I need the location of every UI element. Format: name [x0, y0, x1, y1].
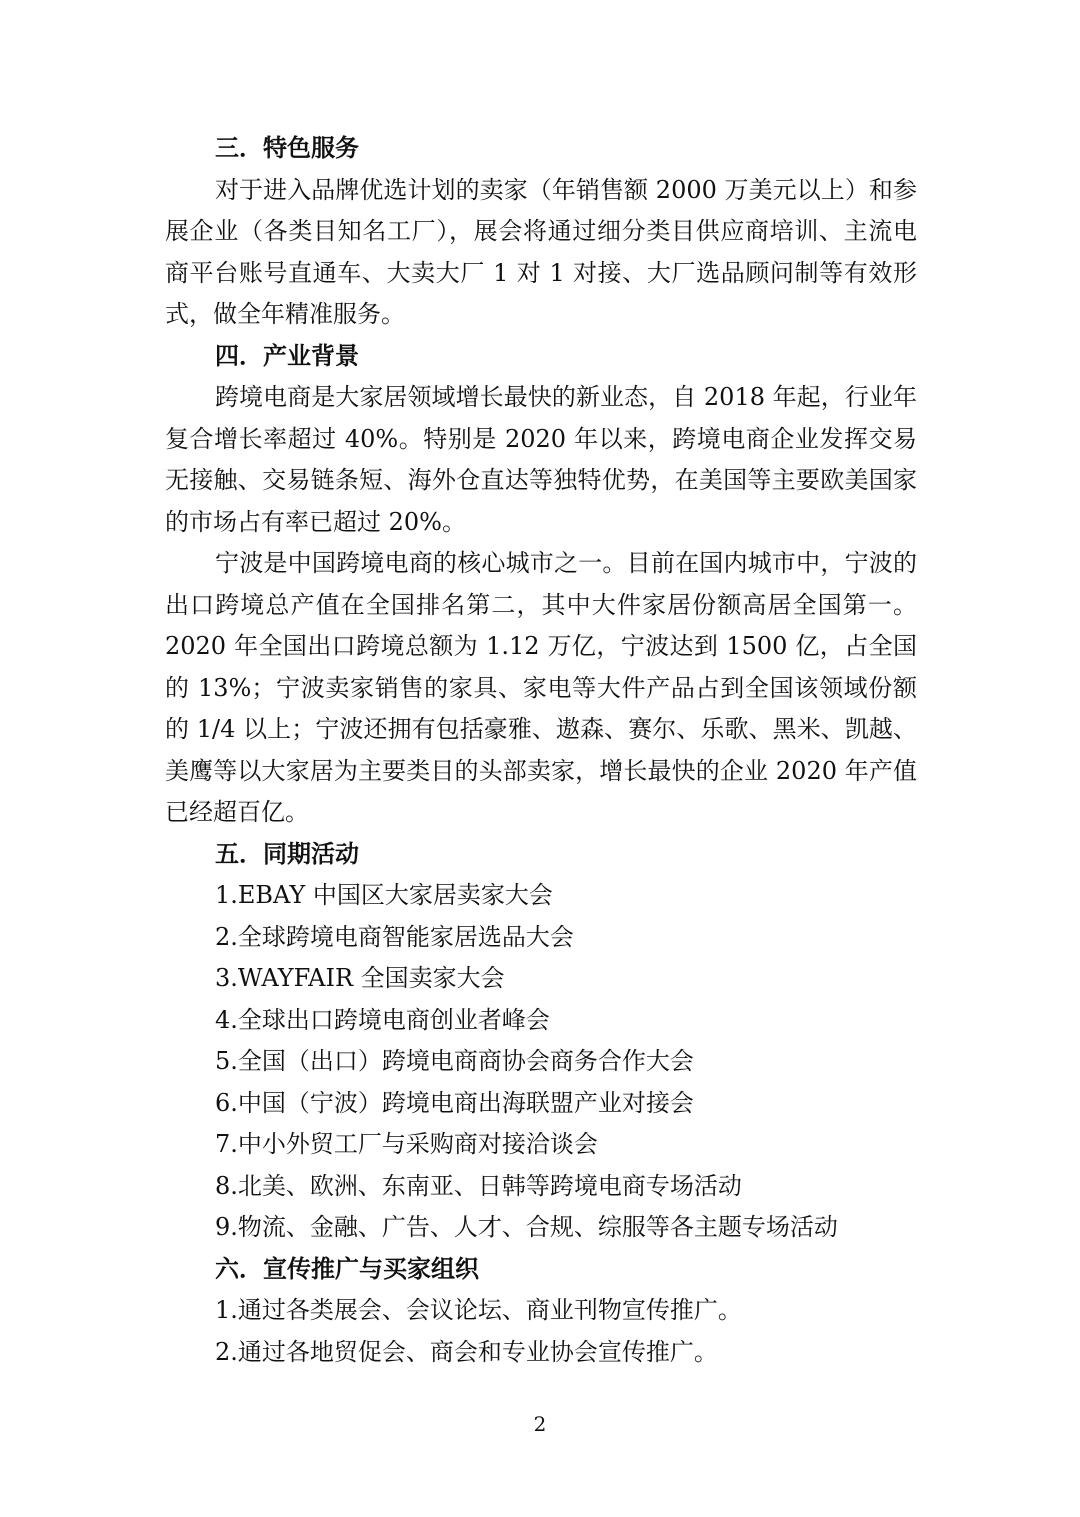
list-item: 2.全球跨境电商智能家居选品大会	[215, 922, 574, 951]
list-item: 7.中小外贸工厂与采购商对接洽谈会	[215, 1130, 598, 1158]
list-item: 9.物流、金融、广告、人才、合规、综服等各主题专场活动	[215, 1213, 838, 1241]
list-item: 3.WAYFAIR 全国卖家大会	[215, 964, 505, 992]
promotion-list	[165, 1290, 917, 1373]
section-heading-special-services: 三．特色服务	[215, 134, 359, 162]
paragraph-special-services: 对于进入品牌优选计划的卖家（年销售额 2000 万美元以上）和参展企业（各类目知名工厂），展会将通过细分类目供应商培训、主流电商平台账号直通车、大卖大厂 1 对 1 对接、大厂选品顾问制等有效形式，做全年精准服务。	[165, 175, 917, 328]
list-item: 1.EBAY 中国区大家居卖家大会	[215, 881, 553, 909]
section-heading-industry-background: 四．产业背景	[215, 341, 359, 370]
section-heading-concurrent-events: 五．同期活动	[215, 839, 359, 868]
paragraph-industry-growth: 跨境电商是大家居领域增长最快的新业态，自 2018 年起，行业年复合增长率超过 40%。特别是 2020 年以来，跨境电商企业发挥交易无接触、交易链条短、海外仓直达等独特优势，在美国等主要欧美国家的市场占有率已超过 20%。	[165, 383, 917, 536]
list-item: 1.通过各类展会、会议论坛、商业刊物宣传推广。	[215, 1296, 742, 1324]
section-heading-promotion: 六．宣传推广与买家组织	[215, 1254, 479, 1283]
page-number: 2	[533, 1412, 547, 1436]
list-item: 4.全球出口跨境电商创业者峰会	[215, 1005, 550, 1034]
list-item: 6.中国（宁波）跨境电商出海联盟产业对接会	[215, 1088, 694, 1117]
concurrent-events-list	[165, 875, 917, 1249]
list-item: 5.全国（出口）跨境电商商协会商务合作大会	[215, 1047, 694, 1075]
paragraph-ningbo: 宁波是中国跨境电商的核心城市之一。目前在国内城市中，宁波的出口跨境总产值在全国排名第二，其中大件家居份额高居全国第一。2020 年全国出口跨境总额为 1.12 万亿，宁波达到 1500 亿，占全国的 13%；宁波卖家销售的家具、家电等大件产品占到全国该领域份额的 1/4 以上；宁波还拥有包括豪雅、遨森、赛尔、乐歌、黑米、凯越、美鹰等以大家居为主要类目的头部卖家，增长最快的企业 2020 年产值已经超百亿。	[165, 549, 917, 826]
list-item: 2.通过各地贸促会、商会和专业协会宣传推广。	[215, 1337, 718, 1366]
document-body	[165, 128, 917, 1373]
list-item: 8.北美、欧洲、东南亚、日韩等跨境电商专场活动	[215, 1171, 742, 1200]
